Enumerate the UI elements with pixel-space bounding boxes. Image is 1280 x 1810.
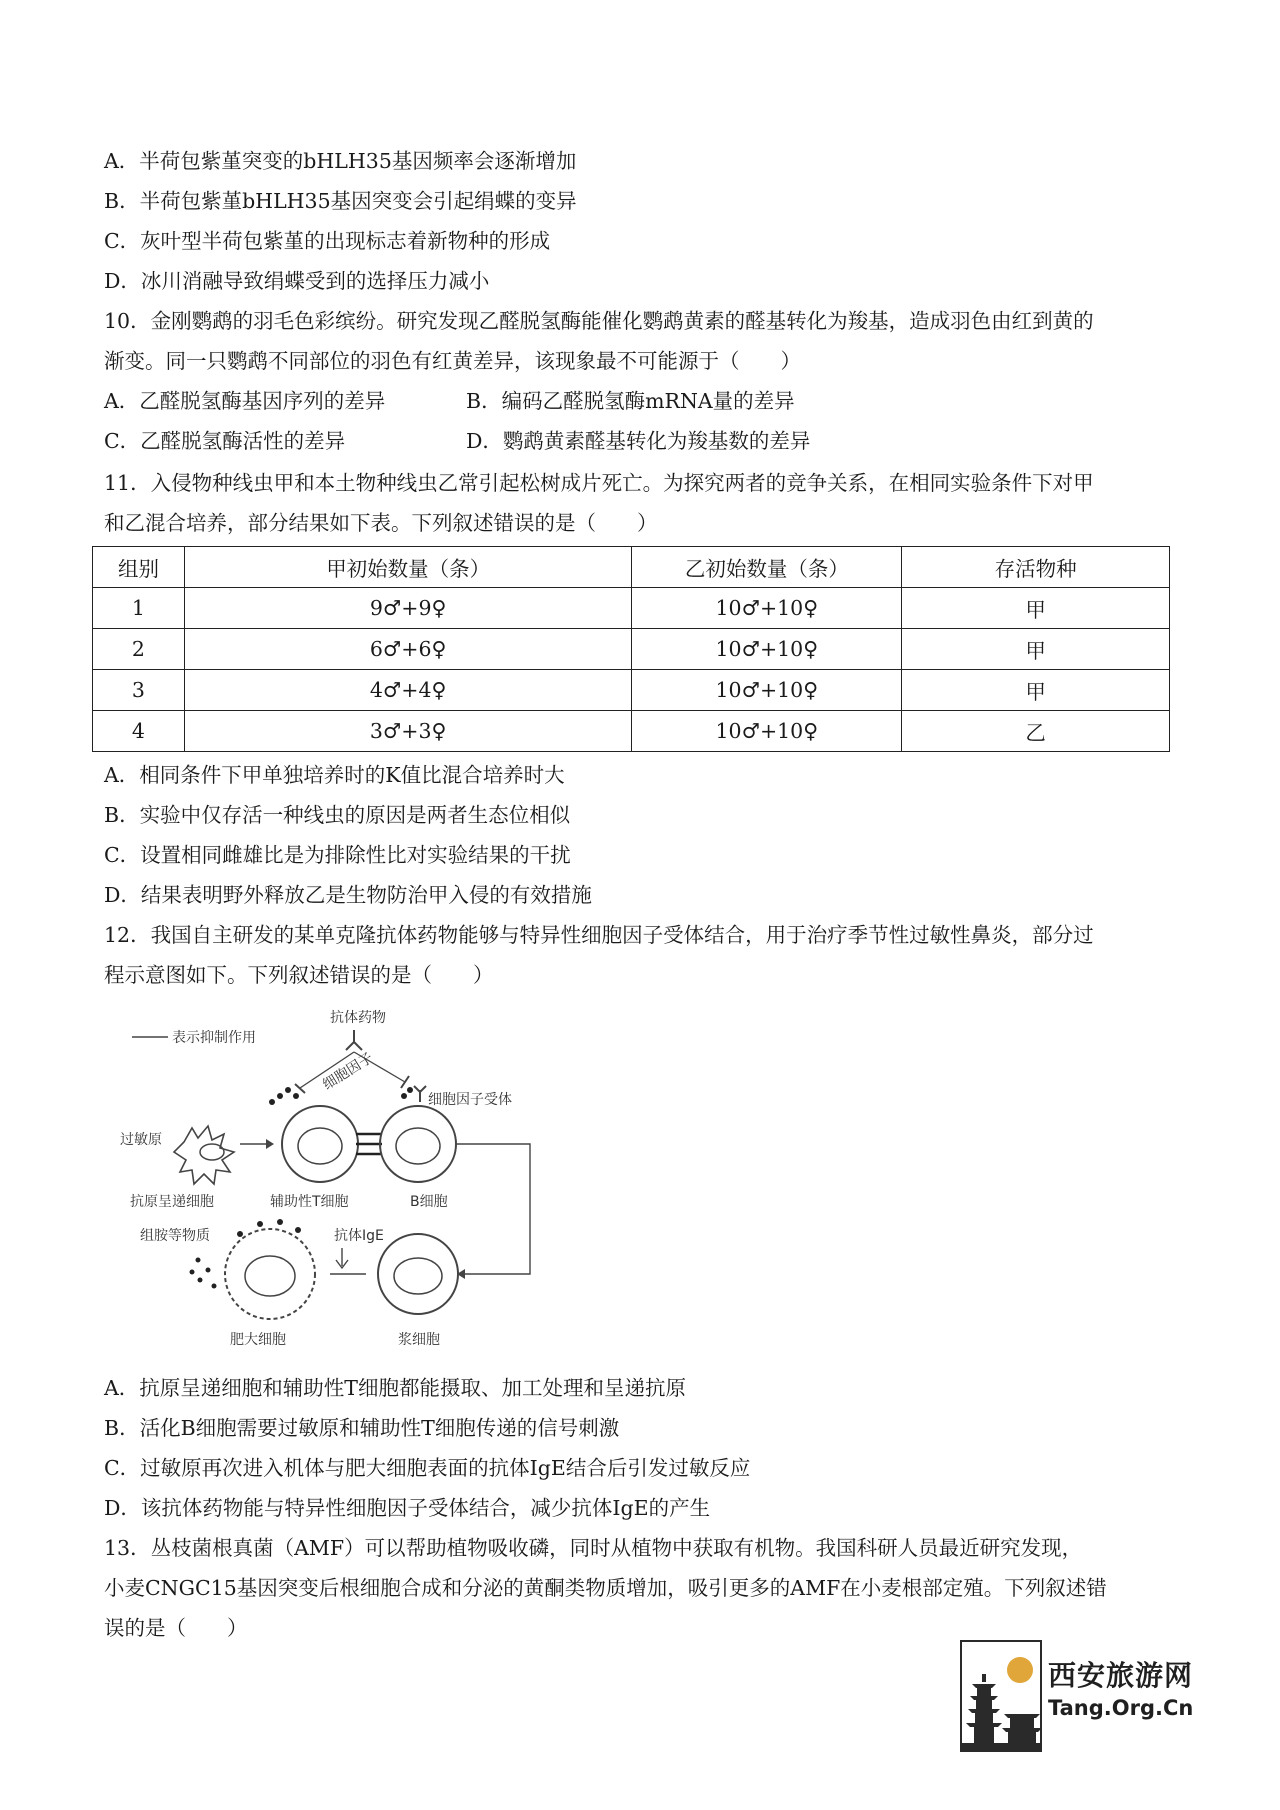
q10-option-b: B．编码乙醛脱氢酶mRNA量的差异 bbox=[466, 389, 795, 413]
allergen-label: 过敏原 bbox=[120, 1132, 162, 1148]
q12-option-d: D．该抗体药物能与特异性细胞因子受体结合，减少抗体IgE的产生 bbox=[104, 1496, 711, 1520]
th-nucleus bbox=[298, 1128, 342, 1164]
q10-stem-line2: 渐变。同一只鹦鹉不同部位的羽色有红黄差异，该现象最不可能源于（ ） bbox=[104, 349, 801, 373]
arrow-head-icon bbox=[266, 1139, 274, 1149]
q9-option-d: D．冰川消融导致绢蝶受到的选择压力减小 bbox=[104, 269, 490, 293]
table-cell: 3 bbox=[93, 670, 185, 711]
b-label: B细胞 bbox=[410, 1194, 448, 1210]
q11-option-a: A．相同条件下甲单独培养时的K值比混合培养时大 bbox=[104, 763, 565, 787]
q13-stem-line3: 误的是（ ） bbox=[104, 1616, 248, 1640]
inhibit-bar bbox=[401, 1076, 409, 1088]
table-cell: 甲 bbox=[902, 588, 1170, 629]
b-cell bbox=[380, 1106, 456, 1182]
arrow-ige bbox=[336, 1248, 348, 1268]
table-cell: 4♂+4♀ bbox=[184, 670, 632, 711]
q9-option-c: C．灰叶型半荷包紫堇的出现标志着新物种的形成 bbox=[104, 229, 551, 253]
apc-cell bbox=[174, 1126, 234, 1184]
table-row bbox=[93, 629, 1170, 670]
histamine-label: 组胺等物质 bbox=[140, 1228, 210, 1244]
b-nucleus bbox=[396, 1128, 440, 1164]
mast-cell bbox=[225, 1229, 315, 1319]
cytokine-dots bbox=[269, 1087, 413, 1105]
q9-option-a: A．半荷包紫堇突变的bHLH35基因频率会逐渐增加 bbox=[104, 149, 577, 173]
th-cell bbox=[282, 1106, 358, 1182]
table-header-cell: 甲初始数量（条） bbox=[184, 547, 632, 588]
sun-icon bbox=[1007, 1657, 1033, 1683]
table-header-cell: 乙初始数量（条） bbox=[632, 547, 902, 588]
plasma-nucleus bbox=[394, 1258, 442, 1294]
table-cell: 10♂+10♀ bbox=[632, 670, 902, 711]
table-cell: 10♂+10♀ bbox=[632, 711, 902, 752]
q10-stem-line1: 10．金刚鹦鹉的羽毛色彩缤纷。研究发现乙醛脱氢酶能催化鹦鹉黄素的醛基转化为羧基，造成羽色由红到黄的 bbox=[104, 309, 1094, 333]
table-cell: 10♂+10♀ bbox=[632, 629, 902, 670]
apc-label: 抗原呈递细胞 bbox=[130, 1194, 214, 1210]
q12-stem-line1: 12．我国自主研发的某单克隆抗体药物能够与特异性细胞因子受体结合，用于治疗季节性过敏性鼻炎，部分过 bbox=[104, 923, 1094, 947]
table-cell: 3♂+3♀ bbox=[184, 711, 632, 752]
receptor-icon bbox=[414, 1086, 426, 1102]
table-cell: 1 bbox=[93, 588, 185, 629]
table-cell: 9♂+9♀ bbox=[184, 588, 632, 629]
q11-option-b: B．实验中仅存活一种线虫的原因是两者生态位相似 bbox=[104, 803, 571, 827]
q13-stem-line2: 小麦CNGC15基因突变后根细胞合成和分泌的黄酮类物质增加，吸引更多的AMF在小麦根部定殖。下列叙述错 bbox=[104, 1576, 1107, 1600]
table-cell: 10♂+10♀ bbox=[632, 588, 902, 629]
antibody-drug-icon bbox=[346, 1030, 362, 1050]
cell-connector bbox=[356, 1134, 382, 1154]
mast-label: 肥大细胞 bbox=[230, 1332, 286, 1348]
q11-option-d: D．结果表明野外释放乙是生物防治甲入侵的有效措施 bbox=[104, 883, 592, 907]
q11-option-c: C．设置相同雌雄比是为排除性比对实验结果的干扰 bbox=[104, 843, 571, 867]
table-cell: 甲 bbox=[902, 629, 1170, 670]
q9-option-b: B．半荷包紫堇bHLH35基因突变会引起绢蝶的变异 bbox=[104, 189, 577, 213]
drug-label: 抗体药物 bbox=[330, 1010, 386, 1026]
q12-option-b: B．活化B细胞需要过敏原和辅助性T细胞传递的信号刺激 bbox=[104, 1416, 620, 1440]
table-cell: 6♂+6♀ bbox=[184, 629, 632, 670]
q12-stem-line2: 程示意图如下。下列叙述错误的是（ ） bbox=[104, 963, 494, 987]
ige-label: 抗体IgE bbox=[334, 1228, 384, 1244]
q11-stem-line1: 11．入侵物种线虫甲和本土物种线虫乙常引起松树成片死亡。为探究两者的竞争关系，在相同实验条件下对甲 bbox=[104, 471, 1094, 495]
q12-option-c: C．过敏原再次进入机体与肥大细胞表面的抗体IgE结合后引发过敏反应 bbox=[104, 1456, 751, 1480]
table-cell: 甲 bbox=[902, 670, 1170, 711]
receptor-label: 细胞因子受体 bbox=[428, 1092, 512, 1108]
table-row bbox=[93, 711, 1170, 752]
table-cell: 4 bbox=[93, 711, 185, 752]
q13-stem-line1: 13．丛枝菌根真菌（AMF）可以帮助植物吸收磷，同时从植物中获取有机物。我国科研人员最近研究发现， bbox=[104, 1536, 1083, 1560]
q10-option-c: C．乙醛脱氢酶活性的差异 bbox=[104, 429, 346, 453]
table-header-cell: 组别 bbox=[93, 547, 185, 588]
experiment-table bbox=[92, 546, 1170, 752]
table-cell: 2 bbox=[93, 629, 185, 670]
cytokine-label: 细胞因子 bbox=[320, 1050, 377, 1094]
table-row bbox=[93, 670, 1170, 711]
table-header-row bbox=[93, 547, 1170, 588]
legend-label: 表示抑制作用 bbox=[172, 1030, 256, 1046]
q12-option-a: A．抗原呈递细胞和辅助性T细胞都能摄取、加工处理和呈递抗原 bbox=[104, 1376, 686, 1400]
immune-diagram bbox=[120, 1004, 560, 1354]
table-header-cell: 存活物种 bbox=[902, 547, 1170, 588]
logo-url: Tang.Org.Cn bbox=[1048, 1696, 1194, 1720]
plasma-label: 浆细胞 bbox=[398, 1332, 440, 1348]
table-cell: 乙 bbox=[902, 711, 1170, 752]
q11-stem-line2: 和乙混合培养，部分结果如下表。下列叙述错误的是（ ） bbox=[104, 511, 658, 535]
logo-title: 西安旅游网 bbox=[1048, 1659, 1194, 1692]
arrow-b-plasma bbox=[456, 1144, 530, 1274]
q10-option-d: D．鹦鹉黄素醛基转化为羧基数的差异 bbox=[466, 429, 811, 453]
mast-nucleus bbox=[245, 1256, 295, 1296]
plasma-cell bbox=[378, 1234, 458, 1314]
q10-option-a: A．乙醛脱氢酶基因序列的差异 bbox=[104, 389, 386, 413]
apc-nucleus bbox=[200, 1144, 224, 1160]
table-row bbox=[93, 588, 1170, 629]
th-label: 辅助性T细胞 bbox=[270, 1194, 349, 1210]
